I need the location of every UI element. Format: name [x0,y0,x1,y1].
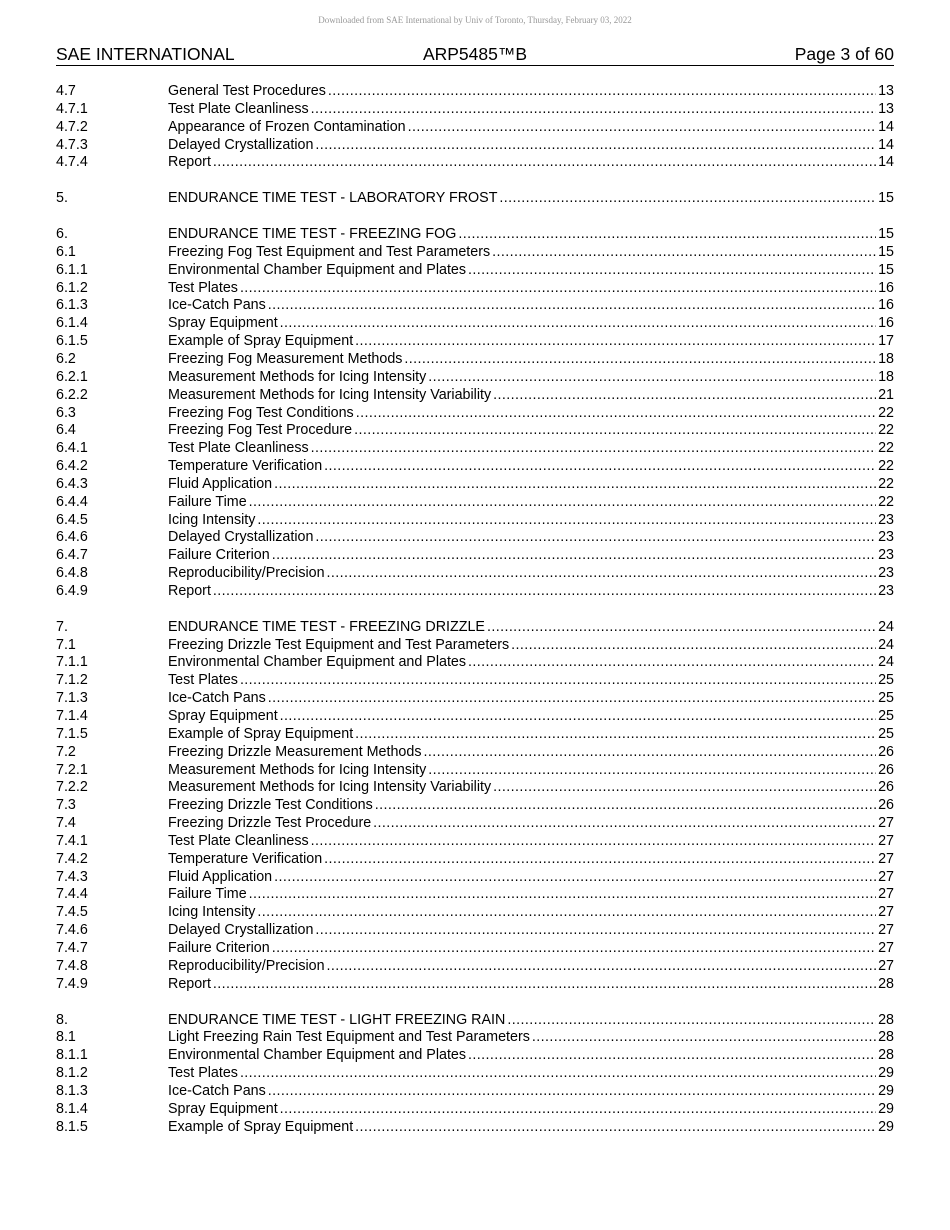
toc-dot-leader [356,405,876,423]
toc-entry-title: Icing Intensity [168,511,256,528]
toc-entry-page: 15 [878,190,894,207]
toc-entry-number: 7.1.4 [56,708,88,724]
toc-entry[interactable] [56,190,894,208]
toc-entry-page: 14 [878,118,894,135]
toc-entry[interactable] [56,958,894,976]
toc-entry-page: 27 [878,886,894,903]
toc-entry-page: 22 [878,493,894,510]
toc-entry[interactable] [56,405,894,423]
toc-entry-title: Report [168,154,211,171]
page-header [56,43,894,66]
toc-dot-leader [355,726,876,744]
toc-entry-title: ENDURANCE TIME TEST - LIGHT FREEZING RAIN [168,1011,506,1028]
toc-entry[interactable] [56,1101,894,1119]
toc-entry[interactable] [56,976,894,994]
toc-entry-page: 13 [878,100,894,117]
toc-entry-page: 29 [878,1118,894,1135]
toc-entry-number: 7.2 [56,743,76,760]
toc-entry[interactable] [56,137,894,155]
toc-entry-page: 25 [878,708,894,724]
toc-dot-leader [511,637,876,655]
toc-entry-title: Freezing Drizzle Test Equipment and Test Parameters [168,636,510,653]
toc-entry-number: 7.4.1 [56,832,88,849]
toc-entry-title: Measurement Methods for Icing Intensity [168,368,427,385]
toc-entry-page: 27 [878,868,894,885]
toc-entry-number: 7. [56,618,68,635]
toc-entry-number: 7.1 [56,636,76,653]
toc-entry-title: Spray Equipment [168,1100,278,1117]
toc-entry-page: 27 [878,904,894,921]
toc-entry-page: 29 [878,1100,894,1117]
toc-dot-leader [324,458,876,476]
toc-entry-page: 14 [878,154,894,171]
toc-entry-number: 8.1.3 [56,1082,88,1099]
toc-entry-title: Measurement Methods for Icing Intensity Variability [168,779,492,796]
toc-dot-leader [375,797,876,815]
toc-entry-number: 7.4.2 [56,850,88,867]
toc-entry[interactable] [56,101,894,119]
toc-entry-number: 7.3 [56,797,76,814]
toc-entry-title: Light Freezing Rain Test Equipment and Test Parameters [168,1029,530,1046]
toc-entry-title: Example of Spray Equipment [168,725,354,742]
toc-entry-page: 29 [878,1082,894,1099]
toc-entry-number: 6.4.7 [56,547,88,564]
toc-entry-page: 23 [878,565,894,582]
toc-entry-page: 26 [878,779,894,796]
toc-entry[interactable] [56,672,894,690]
toc-entry-page: 25 [878,725,894,742]
toc-dot-leader [492,244,876,262]
toc-entry-title: ENDURANCE TIME TEST - FREEZING DRIZZLE [168,618,485,635]
toc-section-group [56,1012,894,1137]
toc-dot-leader [268,297,876,315]
toc-dot-leader [268,690,876,708]
toc-entry-page: 24 [878,654,894,671]
toc-entry-number: 6.4.6 [56,529,88,546]
toc-entry[interactable] [56,422,894,440]
toc-entry[interactable] [56,904,894,922]
toc-dot-leader [493,387,876,405]
toc-entry-page: 22 [878,404,894,421]
toc-entry[interactable] [56,869,894,887]
toc-entry-title: Freezing Fog Test Procedure [168,422,353,439]
toc-entry-number: 6.2.2 [56,386,88,403]
toc-entry[interactable] [56,351,894,369]
toc-entry[interactable] [56,762,894,780]
toc-entry-page: 23 [878,582,894,599]
toc-entry-page: 22 [878,440,894,457]
toc-dot-leader [354,422,876,440]
toc-entry-number: 7.2.1 [56,761,88,778]
toc-entry[interactable] [56,583,894,601]
toc-entry[interactable] [56,1012,894,1030]
table-of-contents [56,83,894,1154]
toc-entry[interactable] [56,226,894,244]
toc-dot-leader [324,851,876,869]
toc-entry[interactable] [56,333,894,351]
toc-entry-page: 22 [878,422,894,439]
toc-entry-title: Ice-Catch Pans [168,690,266,707]
toc-entry-page: 24 [878,636,894,653]
toc-entry-title: Failure Time [168,886,247,903]
toc-entry[interactable] [56,1065,894,1083]
toc-entry-title: Icing Intensity [168,904,256,921]
toc-entry-title: Freezing Fog Test Equipment and Test Parameters [168,243,491,260]
toc-entry-title: Test Plate Cleanliness [168,440,309,457]
toc-dot-leader [257,904,876,922]
toc-entry-title: Freezing Drizzle Test Procedure [168,815,372,832]
toc-dot-leader [274,476,876,494]
toc-entry-number: 4.7.2 [56,118,88,135]
toc-entry-title: Report [168,975,211,992]
toc-entry-number: 8.1.5 [56,1118,88,1135]
toc-entry-number: 6.4 [56,422,76,439]
toc-entry-number: 6.4.1 [56,440,88,457]
toc-entry-title: Freezing Fog Measurement Methods [168,350,403,367]
toc-dot-leader [213,154,876,172]
toc-entry[interactable] [56,547,894,565]
toc-entry-number: 4.7.4 [56,154,88,171]
toc-entry[interactable] [56,476,894,494]
toc-dot-leader [240,672,876,690]
toc-dot-leader [373,815,876,833]
toc-entry-page: 18 [878,350,894,367]
toc-dot-leader [280,315,876,333]
toc-section-group [56,226,894,601]
toc-entry-title: Test Plates [168,279,238,296]
toc-dot-leader [404,351,876,369]
toc-entry[interactable] [56,1047,894,1065]
toc-entry-title: Environmental Chamber Equipment and Plates [168,654,467,671]
toc-entry[interactable] [56,387,894,405]
toc-entry-number: 7.1.3 [56,690,88,707]
toc-entry-page: 16 [878,297,894,314]
toc-entry-title: Example of Spray Equipment [168,333,354,350]
toc-entry-title: Measurement Methods for Icing Intensity [168,761,427,778]
toc-entry-page: 17 [878,333,894,350]
toc-entry[interactable] [56,297,894,315]
toc-entry-title: Temperature Verification [168,850,323,867]
toc-entry-number: 7.1.5 [56,725,88,742]
toc-entry-number: 6.1.5 [56,333,88,350]
toc-dot-leader [507,1012,876,1030]
toc-entry-page: 28 [878,1047,894,1064]
toc-entry[interactable] [56,529,894,547]
toc-entry-number: 4.7.1 [56,100,88,117]
toc-entry-title: Failure Criterion [168,547,270,564]
toc-dot-leader [311,101,876,119]
toc-entry-page: 27 [878,957,894,974]
toc-entry-page: 13 [878,83,894,99]
toc-entry[interactable] [56,940,894,958]
toc-entry[interactable] [56,280,894,298]
toc-entry[interactable] [56,1083,894,1101]
toc-entry[interactable] [56,119,894,137]
toc-entry-page: 27 [878,922,894,939]
toc-entry[interactable] [56,154,894,172]
toc-entry[interactable] [56,815,894,833]
toc-entry[interactable] [56,833,894,851]
toc-entry-page: 23 [878,547,894,564]
toc-dot-leader [468,654,876,672]
toc-dot-leader [499,190,876,208]
toc-section-group [56,83,894,172]
toc-entry-page: 26 [878,743,894,760]
toc-dot-leader [428,762,876,780]
toc-entry[interactable] [56,315,894,333]
toc-entry-page: 27 [878,815,894,832]
toc-entry-number: 8.1.2 [56,1065,88,1082]
toc-entry-page: 15 [878,261,894,278]
toc-entry-title: Failure Time [168,493,247,510]
toc-entry-page: 27 [878,832,894,849]
toc-entry-title: Environmental Chamber Equipment and Plates [168,261,467,278]
toc-dot-leader [213,583,876,601]
toc-entry-number: 7.4.5 [56,904,88,921]
toc-entry-number: 6.1.1 [56,261,88,278]
toc-entry[interactable] [56,1119,894,1137]
toc-entry-number: 6.4.3 [56,475,88,492]
toc-entry-title: ENDURANCE TIME TEST - LABORATORY FROST [168,190,498,207]
toc-entry-page: 25 [878,690,894,707]
toc-entry-number: 6.1.2 [56,279,88,296]
toc-dot-leader [468,262,876,280]
toc-entry-page: 16 [878,315,894,332]
toc-entry-page: 28 [878,1011,894,1028]
toc-entry-number: 6.2.1 [56,368,88,385]
toc-entry[interactable] [56,1029,894,1047]
toc-entry-number: 7.4.3 [56,868,88,885]
toc-entry-number: 8.1.4 [56,1100,88,1117]
toc-entry[interactable] [56,708,894,726]
toc-dot-leader [272,547,876,565]
toc-entry-title: Environmental Chamber Equipment and Plates [168,1047,467,1064]
toc-entry-title: Report [168,582,211,599]
toc-entry-number: 7.4.6 [56,922,88,939]
toc-entry-number: 8.1.1 [56,1047,88,1064]
toc-dot-leader [249,494,876,512]
toc-entry-title: Appearance of Frozen Contamination [168,118,406,135]
toc-entry[interactable] [56,779,894,797]
toc-entry-title: Failure Criterion [168,939,270,956]
toc-dot-leader [355,333,876,351]
toc-entry[interactable] [56,744,894,762]
toc-entry-title: Example of Spray Equipment [168,1118,354,1135]
toc-dot-leader [328,83,876,101]
toc-entry-page: 16 [878,279,894,296]
toc-entry-number: 6.4.8 [56,565,88,582]
toc-entry-number: 6.1 [56,243,76,260]
toc-entry-page: 23 [878,529,894,546]
toc-entry-number: 5. [56,190,68,207]
toc-entry-title: Fluid Application [168,868,273,885]
toc-dot-leader [280,708,876,726]
toc-entry-number: 6.4.4 [56,493,88,510]
toc-entry[interactable] [56,369,894,387]
toc-entry-page: 15 [878,243,894,260]
toc-entry-title: Test Plate Cleanliness [168,832,309,849]
toc-section-group [56,619,894,994]
toc-entry[interactable] [56,886,894,904]
toc-dot-leader [458,226,876,244]
toc-entry-title: Delayed Crystallization [168,136,314,153]
toc-entry[interactable] [56,690,894,708]
toc-dot-leader [213,976,876,994]
toc-entry-number: 7.1.1 [56,654,88,671]
header-doc-id: ARP5485™B [422,44,528,64]
toc-entry-page: 15 [878,226,894,243]
toc-entry-page: 28 [878,975,894,992]
toc-entry-title: Freezing Fog Test Conditions [168,404,354,421]
toc-entry-page: 18 [878,368,894,385]
toc-dot-leader [311,833,876,851]
toc-entry[interactable] [56,565,894,583]
toc-entry[interactable] [56,922,894,940]
toc-entry-title: Ice-Catch Pans [168,297,266,314]
toc-entry[interactable] [56,244,894,262]
toc-dot-leader [315,529,876,547]
header-page-number: Page 3 of 60 [794,44,894,64]
toc-entry[interactable] [56,637,894,655]
toc-dot-leader [240,1065,876,1083]
toc-dot-leader [423,744,876,762]
toc-entry-page: 14 [878,136,894,153]
toc-entry-page: 29 [878,1065,894,1082]
toc-entry-number: 6.4.5 [56,511,88,528]
toc-entry-title: Delayed Crystallization [168,529,314,546]
toc-entry-title: Test Plates [168,1065,238,1082]
toc-dot-leader [268,1083,876,1101]
toc-entry-number: 6.2 [56,350,76,367]
toc-entry-number: 6. [56,226,68,243]
toc-entry-title: Measurement Methods for Icing Intensity Variability [168,386,492,403]
toc-entry-number: 7.4.9 [56,975,88,992]
toc-dot-leader [280,1101,876,1119]
toc-entry-number: 8. [56,1011,68,1028]
toc-entry-page: 22 [878,475,894,492]
toc-dot-leader [428,369,876,387]
toc-entry-number: 7.4.8 [56,957,88,974]
toc-entry-title: Freezing Drizzle Test Conditions [168,797,373,814]
toc-entry[interactable] [56,512,894,530]
toc-entry[interactable] [56,851,894,869]
toc-entry-title: Test Plates [168,672,238,689]
toc-entry[interactable] [56,726,894,744]
toc-dot-leader [315,922,876,940]
toc-dot-leader [274,869,876,887]
toc-entry-page: 22 [878,458,894,475]
toc-entry-title: General Test Procedures [168,83,326,99]
toc-entry-number: 6.1.4 [56,315,88,332]
toc-entry-page: 24 [878,618,894,635]
toc-entry-number: 6.1.3 [56,297,88,314]
toc-entry-title: Fluid Application [168,475,273,492]
toc-entry-title: Reproducibility/Precision [168,565,325,582]
toc-dot-leader [311,440,876,458]
toc-entry[interactable] [56,619,894,637]
toc-dot-leader [532,1029,876,1047]
toc-entry-page: 27 [878,939,894,956]
toc-dot-leader [257,512,876,530]
toc-entry-number: 7.4.7 [56,939,88,956]
toc-dot-leader [487,619,876,637]
toc-entry-number: 6.3 [56,404,76,421]
toc-entry-page: 26 [878,797,894,814]
toc-entry[interactable] [56,440,894,458]
toc-entry-number: 6.4.9 [56,582,88,599]
toc-dot-leader [272,940,876,958]
toc-entry[interactable] [56,458,894,476]
toc-entry-title: ENDURANCE TIME TEST - FREEZING FOG [168,226,457,243]
toc-entry-title: Temperature Verification [168,458,323,475]
header-org: SAE INTERNATIONAL [56,44,235,64]
toc-dot-leader [249,886,876,904]
toc-entry-number: 8.1 [56,1029,76,1046]
toc-entry-page: 28 [878,1029,894,1046]
toc-dot-leader [327,958,877,976]
toc-entry-number: 7.4.4 [56,886,88,903]
toc-entry-page: 21 [878,386,894,403]
download-watermark: Downloaded from SAE International by Univ of Toronto, Thursday, February 03, 2022 [318,15,632,25]
toc-entry-page: 23 [878,511,894,528]
toc-dot-leader [327,565,877,583]
toc-entry-number: 4.7 [56,83,76,99]
toc-entry[interactable] [56,654,894,672]
toc-dot-leader [355,1119,876,1137]
toc-dot-leader [468,1047,876,1065]
toc-entry-title: Reproducibility/Precision [168,957,325,974]
toc-entry[interactable] [56,83,894,101]
toc-section-group [56,190,894,208]
toc-entry-number: 4.7.3 [56,136,88,153]
toc-entry-number: 7.1.2 [56,672,88,689]
toc-dot-leader [240,280,876,298]
toc-entry[interactable] [56,262,894,280]
toc-entry-title: Delayed Crystallization [168,922,314,939]
toc-entry-number: 7.4 [56,815,76,832]
toc-entry-number: 7.2.2 [56,779,88,796]
toc-dot-leader [493,779,876,797]
toc-entry-page: 26 [878,761,894,778]
toc-entry-title: Spray Equipment [168,708,278,724]
toc-entry-title: Spray Equipment [168,315,278,332]
toc-entry-title: Test Plate Cleanliness [168,100,309,117]
toc-dot-leader [408,119,876,137]
toc-entry-page: 27 [878,850,894,867]
toc-entry[interactable] [56,797,894,815]
toc-entry[interactable] [56,494,894,512]
toc-dot-leader [315,137,876,155]
toc-entry-title: Ice-Catch Pans [168,1082,266,1099]
toc-entry-number: 6.4.2 [56,458,88,475]
toc-entry-title: Freezing Drizzle Measurement Methods [168,743,422,760]
toc-entry-page: 25 [878,672,894,689]
